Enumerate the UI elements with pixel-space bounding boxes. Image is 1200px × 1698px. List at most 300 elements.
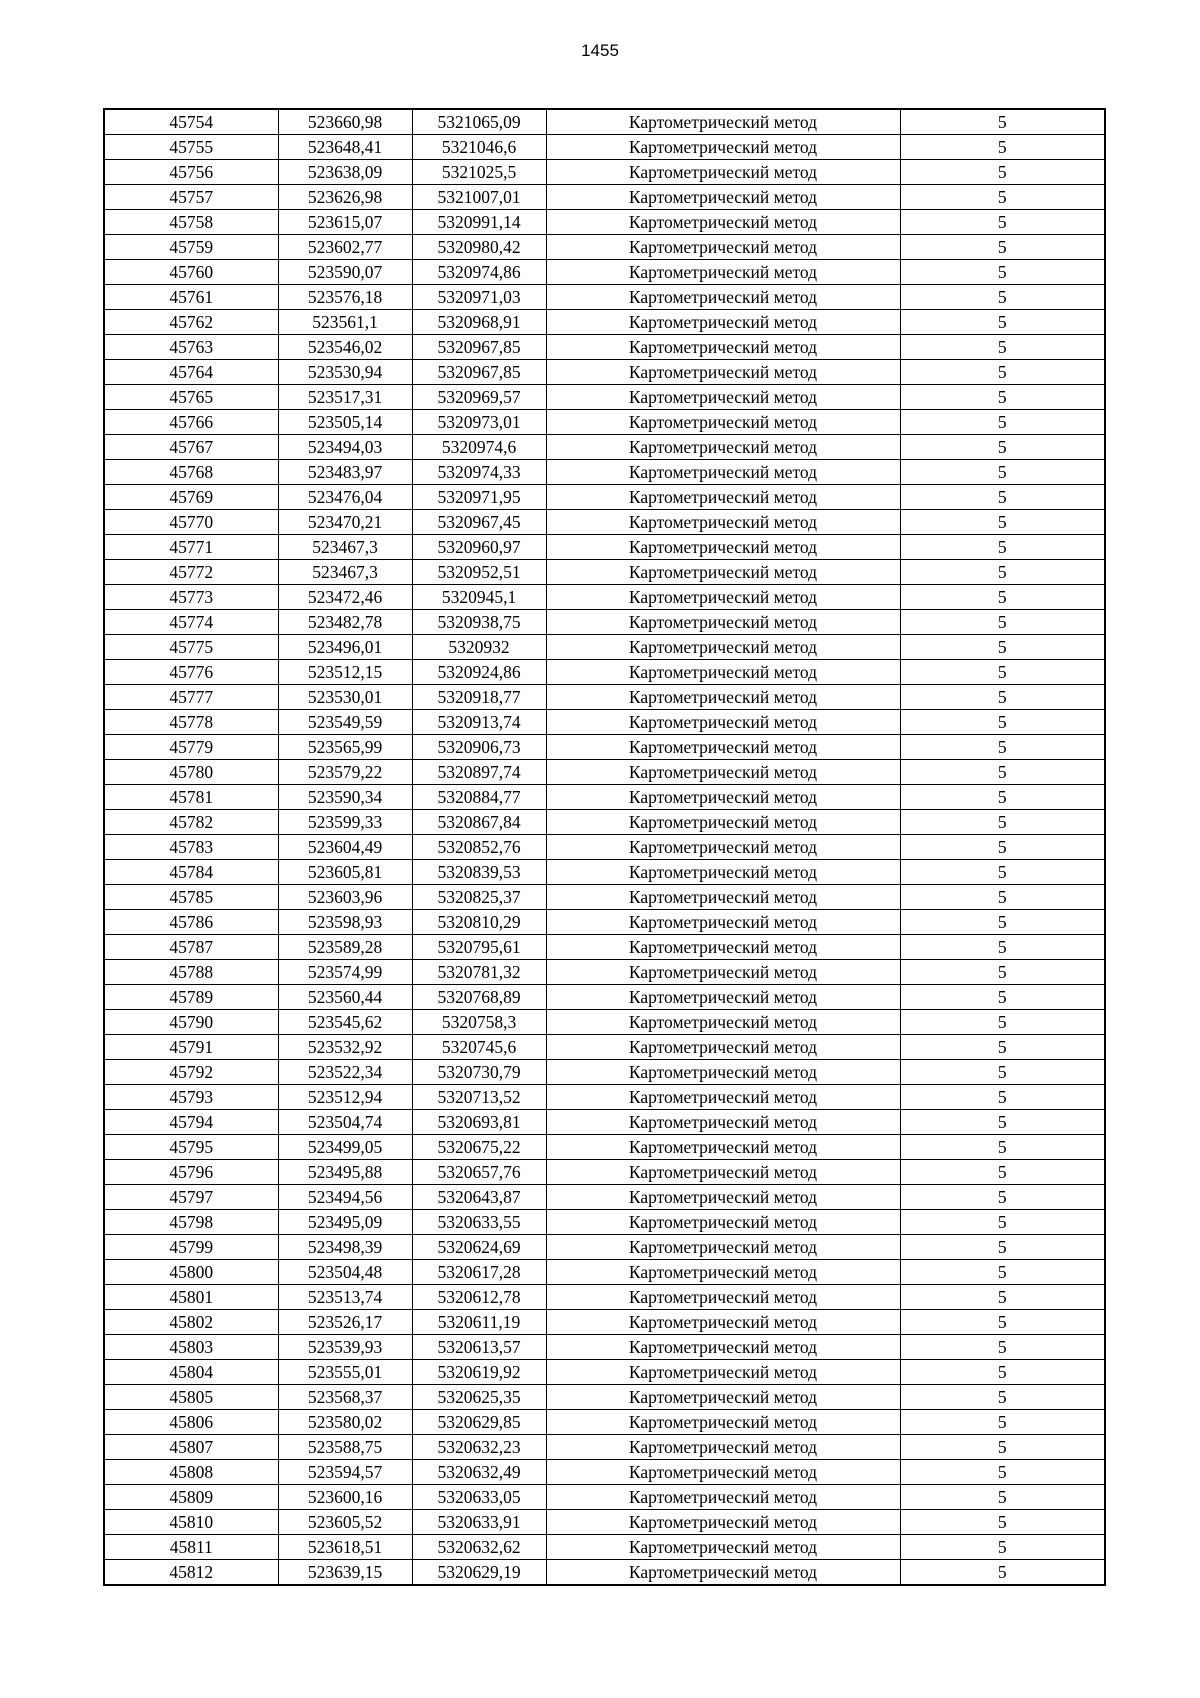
y-coordinate-cell: 5320852,76 xyxy=(412,835,546,860)
x-coordinate-cell: 523472,46 xyxy=(278,585,412,610)
table-row xyxy=(104,185,1105,210)
method-cell: Картометрический метод xyxy=(546,360,900,385)
y-coordinate-cell: 5320825,37 xyxy=(412,885,546,910)
accuracy-cell: 5 xyxy=(900,610,1105,635)
method-cell: Картометрический метод xyxy=(546,109,900,135)
x-coordinate-cell: 523499,05 xyxy=(278,1135,412,1160)
table-row xyxy=(104,560,1105,585)
table-row xyxy=(104,610,1105,635)
x-coordinate-cell: 523526,17 xyxy=(278,1310,412,1335)
x-coordinate-cell: 523565,99 xyxy=(278,735,412,760)
y-coordinate-cell: 5320913,74 xyxy=(412,710,546,735)
y-coordinate-cell: 5320768,89 xyxy=(412,985,546,1010)
y-coordinate-cell: 5320810,29 xyxy=(412,910,546,935)
method-cell: Картометрический метод xyxy=(546,1285,900,1310)
table-row xyxy=(104,1560,1105,1586)
method-cell: Картометрический метод xyxy=(546,1160,900,1185)
table-row xyxy=(104,1060,1105,1085)
table-row xyxy=(104,1085,1105,1110)
y-coordinate-cell: 5320632,49 xyxy=(412,1460,546,1485)
method-cell: Картометрический метод xyxy=(546,485,900,510)
point-number-cell: 45766 xyxy=(104,410,278,435)
method-cell: Картометрический метод xyxy=(546,760,900,785)
method-cell: Картометрический метод xyxy=(546,185,900,210)
y-coordinate-cell: 5320613,57 xyxy=(412,1335,546,1360)
table-row xyxy=(104,335,1105,360)
accuracy-cell: 5 xyxy=(900,560,1105,585)
accuracy-cell: 5 xyxy=(900,335,1105,360)
y-coordinate-cell: 5320625,35 xyxy=(412,1385,546,1410)
method-cell: Картометрический метод xyxy=(546,635,900,660)
table-row xyxy=(104,735,1105,760)
accuracy-cell: 5 xyxy=(900,1010,1105,1035)
x-coordinate-cell: 523467,3 xyxy=(278,535,412,560)
y-coordinate-cell: 5320906,73 xyxy=(412,735,546,760)
method-cell: Картометрический метод xyxy=(546,1510,900,1535)
method-cell: Картометрический метод xyxy=(546,1210,900,1235)
table-row xyxy=(104,685,1105,710)
accuracy-cell: 5 xyxy=(900,1510,1105,1535)
table-row xyxy=(104,835,1105,860)
y-coordinate-cell: 5321025,5 xyxy=(412,160,546,185)
y-coordinate-cell: 5320839,53 xyxy=(412,860,546,885)
method-cell: Картометрический метод xyxy=(546,1235,900,1260)
x-coordinate-cell: 523496,01 xyxy=(278,635,412,660)
accuracy-cell: 5 xyxy=(900,310,1105,335)
table-row xyxy=(104,1535,1105,1560)
method-cell: Картометрический метод xyxy=(546,1435,900,1460)
accuracy-cell: 5 xyxy=(900,285,1105,310)
accuracy-cell: 5 xyxy=(900,1135,1105,1160)
method-cell: Картометрический метод xyxy=(546,785,900,810)
y-coordinate-cell: 5320781,32 xyxy=(412,960,546,985)
point-number-cell: 45794 xyxy=(104,1110,278,1135)
method-cell: Картометрический метод xyxy=(546,410,900,435)
x-coordinate-cell: 523545,62 xyxy=(278,1010,412,1035)
table-row xyxy=(104,935,1105,960)
x-coordinate-cell: 523648,41 xyxy=(278,135,412,160)
accuracy-cell: 5 xyxy=(900,1410,1105,1435)
point-number-cell: 45778 xyxy=(104,710,278,735)
method-cell: Картометрический метод xyxy=(546,910,900,935)
point-number-cell: 45786 xyxy=(104,910,278,935)
table-row xyxy=(104,860,1105,885)
table-row xyxy=(104,210,1105,235)
method-cell: Картометрический метод xyxy=(546,960,900,985)
point-number-cell: 45803 xyxy=(104,1335,278,1360)
x-coordinate-cell: 523598,93 xyxy=(278,910,412,935)
point-number-cell: 45763 xyxy=(104,335,278,360)
method-cell: Картометрический метод xyxy=(546,385,900,410)
point-number-cell: 45807 xyxy=(104,1435,278,1460)
table-row xyxy=(104,1385,1105,1410)
x-coordinate-cell: 523482,78 xyxy=(278,610,412,635)
point-number-cell: 45788 xyxy=(104,960,278,985)
x-coordinate-cell: 523555,01 xyxy=(278,1360,412,1385)
table-row xyxy=(104,460,1105,485)
method-cell: Картометрический метод xyxy=(546,1035,900,1060)
point-number-cell: 45791 xyxy=(104,1035,278,1060)
accuracy-cell: 5 xyxy=(900,235,1105,260)
method-cell: Картометрический метод xyxy=(546,585,900,610)
table-row xyxy=(104,1460,1105,1485)
point-number-cell: 45757 xyxy=(104,185,278,210)
y-coordinate-cell: 5320973,01 xyxy=(412,410,546,435)
x-coordinate-cell: 523560,44 xyxy=(278,985,412,1010)
method-cell: Картометрический метод xyxy=(546,985,900,1010)
x-coordinate-cell: 523605,81 xyxy=(278,860,412,885)
point-number-cell: 45800 xyxy=(104,1260,278,1285)
method-cell: Картометрический метод xyxy=(546,1360,900,1385)
point-number-cell: 45760 xyxy=(104,260,278,285)
point-number-cell: 45765 xyxy=(104,385,278,410)
accuracy-cell: 5 xyxy=(900,185,1105,210)
accuracy-cell: 5 xyxy=(900,1385,1105,1410)
y-coordinate-cell: 5320974,86 xyxy=(412,260,546,285)
point-number-cell: 45812 xyxy=(104,1560,278,1586)
point-number-cell: 45769 xyxy=(104,485,278,510)
y-coordinate-cell: 5320968,91 xyxy=(412,310,546,335)
x-coordinate-cell: 523467,3 xyxy=(278,560,412,585)
table-row xyxy=(104,985,1105,1010)
y-coordinate-cell: 5320633,91 xyxy=(412,1510,546,1535)
x-coordinate-cell: 523594,57 xyxy=(278,1460,412,1485)
table-row xyxy=(104,285,1105,310)
method-cell: Картометрический метод xyxy=(546,935,900,960)
x-coordinate-cell: 523615,07 xyxy=(278,210,412,235)
method-cell: Картометрический метод xyxy=(546,610,900,635)
point-number-cell: 45784 xyxy=(104,860,278,885)
x-coordinate-cell: 523588,75 xyxy=(278,1435,412,1460)
y-coordinate-cell: 5320730,79 xyxy=(412,1060,546,1085)
y-coordinate-cell: 5320624,69 xyxy=(412,1235,546,1260)
x-coordinate-cell: 523626,98 xyxy=(278,185,412,210)
method-cell: Картометрический метод xyxy=(546,1310,900,1335)
table-row xyxy=(104,1435,1105,1460)
table-row xyxy=(104,410,1105,435)
x-coordinate-cell: 523590,34 xyxy=(278,785,412,810)
accuracy-cell: 5 xyxy=(900,385,1105,410)
table-row xyxy=(104,385,1105,410)
accuracy-cell: 5 xyxy=(900,1335,1105,1360)
x-coordinate-cell: 523604,49 xyxy=(278,835,412,860)
table-row xyxy=(104,1360,1105,1385)
table-row xyxy=(104,1010,1105,1035)
table-row xyxy=(104,1310,1105,1335)
accuracy-cell: 5 xyxy=(900,685,1105,710)
point-number-cell: 45761 xyxy=(104,285,278,310)
table-row xyxy=(104,1510,1105,1535)
accuracy-cell: 5 xyxy=(900,1310,1105,1335)
method-cell: Картометрический метод xyxy=(546,1135,900,1160)
y-coordinate-cell: 5320629,85 xyxy=(412,1410,546,1435)
table-row xyxy=(104,1260,1105,1285)
method-cell: Картометрический метод xyxy=(546,1560,900,1586)
accuracy-cell: 5 xyxy=(900,1460,1105,1485)
point-number-cell: 45792 xyxy=(104,1060,278,1085)
y-coordinate-cell: 5320971,03 xyxy=(412,285,546,310)
method-cell: Картометрический метод xyxy=(546,1335,900,1360)
accuracy-cell: 5 xyxy=(900,585,1105,610)
y-coordinate-cell: 5320643,87 xyxy=(412,1185,546,1210)
accuracy-cell: 5 xyxy=(900,835,1105,860)
accuracy-cell: 5 xyxy=(900,1485,1105,1510)
x-coordinate-cell: 523504,74 xyxy=(278,1110,412,1135)
point-number-cell: 45808 xyxy=(104,1460,278,1485)
table-row xyxy=(104,135,1105,160)
table-row xyxy=(104,635,1105,660)
page-number: 1455 xyxy=(581,41,619,60)
point-number-cell: 45795 xyxy=(104,1135,278,1160)
point-number-cell: 45801 xyxy=(104,1285,278,1310)
point-number-cell: 45767 xyxy=(104,435,278,460)
table-row xyxy=(104,1235,1105,1260)
method-cell: Картометрический метод xyxy=(546,1535,900,1560)
method-cell: Картометрический метод xyxy=(546,535,900,560)
y-coordinate-cell: 5320938,75 xyxy=(412,610,546,635)
accuracy-cell: 5 xyxy=(900,135,1105,160)
method-cell: Картометрический метод xyxy=(546,310,900,335)
y-coordinate-cell: 5320952,51 xyxy=(412,560,546,585)
point-number-cell: 45805 xyxy=(104,1385,278,1410)
accuracy-cell: 5 xyxy=(900,1435,1105,1460)
y-coordinate-cell: 5320991,14 xyxy=(412,210,546,235)
accuracy-cell: 5 xyxy=(900,535,1105,560)
accuracy-cell: 5 xyxy=(900,910,1105,935)
table-row xyxy=(104,1110,1105,1135)
point-number-cell: 45799 xyxy=(104,1235,278,1260)
table-row xyxy=(104,360,1105,385)
accuracy-cell: 5 xyxy=(900,1085,1105,1110)
y-coordinate-cell: 5320967,85 xyxy=(412,335,546,360)
y-coordinate-cell: 5320745,6 xyxy=(412,1035,546,1060)
x-coordinate-cell: 523494,56 xyxy=(278,1185,412,1210)
y-coordinate-cell: 5320884,77 xyxy=(412,785,546,810)
method-cell: Картометрический метод xyxy=(546,1260,900,1285)
y-coordinate-cell: 5320693,81 xyxy=(412,1110,546,1135)
method-cell: Картометрический метод xyxy=(546,1010,900,1035)
point-number-cell: 45783 xyxy=(104,835,278,860)
point-number-cell: 45772 xyxy=(104,560,278,585)
accuracy-cell: 5 xyxy=(900,1210,1105,1235)
method-cell: Картометрический метод xyxy=(546,885,900,910)
point-number-cell: 45781 xyxy=(104,785,278,810)
table-row xyxy=(104,1160,1105,1185)
accuracy-cell: 5 xyxy=(900,1160,1105,1185)
x-coordinate-cell: 523590,07 xyxy=(278,260,412,285)
x-coordinate-cell: 523589,28 xyxy=(278,935,412,960)
x-coordinate-cell: 523512,15 xyxy=(278,660,412,685)
method-cell: Картометрический метод xyxy=(546,1410,900,1435)
y-coordinate-cell: 5320713,52 xyxy=(412,1085,546,1110)
method-cell: Картометрический метод xyxy=(546,210,900,235)
method-cell: Картометрический метод xyxy=(546,1085,900,1110)
x-coordinate-cell: 523599,33 xyxy=(278,810,412,835)
method-cell: Картометрический метод xyxy=(546,685,900,710)
y-coordinate-cell: 5320971,95 xyxy=(412,485,546,510)
y-coordinate-cell: 5320960,97 xyxy=(412,535,546,560)
x-coordinate-cell: 523602,77 xyxy=(278,235,412,260)
y-coordinate-cell: 5321046,6 xyxy=(412,135,546,160)
point-number-cell: 45768 xyxy=(104,460,278,485)
accuracy-cell: 5 xyxy=(900,785,1105,810)
accuracy-cell: 5 xyxy=(900,1360,1105,1385)
point-number-cell: 45758 xyxy=(104,210,278,235)
point-number-cell: 45789 xyxy=(104,985,278,1010)
method-cell: Картометрический метод xyxy=(546,510,900,535)
x-coordinate-cell: 523532,92 xyxy=(278,1035,412,1060)
accuracy-cell: 5 xyxy=(900,360,1105,385)
y-coordinate-cell: 5320617,28 xyxy=(412,1260,546,1285)
accuracy-cell: 5 xyxy=(900,1035,1105,1060)
method-cell: Картометрический метод xyxy=(546,735,900,760)
x-coordinate-cell: 523603,96 xyxy=(278,885,412,910)
point-number-cell: 45755 xyxy=(104,135,278,160)
table-row xyxy=(104,1135,1105,1160)
method-cell: Картометрический метод xyxy=(546,860,900,885)
x-coordinate-cell: 523660,98 xyxy=(278,109,412,135)
table-row xyxy=(104,910,1105,935)
point-number-cell: 45754 xyxy=(104,109,278,135)
method-cell: Картометрический метод xyxy=(546,1185,900,1210)
y-coordinate-cell: 5320632,62 xyxy=(412,1535,546,1560)
accuracy-cell: 5 xyxy=(900,735,1105,760)
y-coordinate-cell: 5320619,92 xyxy=(412,1360,546,1385)
table-row xyxy=(104,585,1105,610)
accuracy-cell: 5 xyxy=(900,1235,1105,1260)
x-coordinate-cell: 523513,74 xyxy=(278,1285,412,1310)
method-cell: Картометрический метод xyxy=(546,460,900,485)
accuracy-cell: 5 xyxy=(900,1260,1105,1285)
x-coordinate-cell: 523483,97 xyxy=(278,460,412,485)
method-cell: Картометрический метод xyxy=(546,135,900,160)
y-coordinate-cell: 5320974,6 xyxy=(412,435,546,460)
point-number-cell: 45779 xyxy=(104,735,278,760)
table-row xyxy=(104,1410,1105,1435)
x-coordinate-cell: 523539,93 xyxy=(278,1335,412,1360)
y-coordinate-cell: 5320924,86 xyxy=(412,660,546,685)
y-coordinate-cell: 5320632,23 xyxy=(412,1435,546,1460)
y-coordinate-cell: 5320945,1 xyxy=(412,585,546,610)
coordinates-table-body xyxy=(104,109,1105,1585)
accuracy-cell: 5 xyxy=(900,635,1105,660)
accuracy-cell: 5 xyxy=(900,1110,1105,1135)
point-number-cell: 45775 xyxy=(104,635,278,660)
accuracy-cell: 5 xyxy=(900,260,1105,285)
x-coordinate-cell: 523638,09 xyxy=(278,160,412,185)
table-row xyxy=(104,235,1105,260)
accuracy-cell: 5 xyxy=(900,435,1105,460)
x-coordinate-cell: 523530,94 xyxy=(278,360,412,385)
point-number-cell: 45798 xyxy=(104,1210,278,1235)
method-cell: Картометрический метод xyxy=(546,235,900,260)
y-coordinate-cell: 5320795,61 xyxy=(412,935,546,960)
x-coordinate-cell: 523561,1 xyxy=(278,310,412,335)
point-number-cell: 45776 xyxy=(104,660,278,685)
accuracy-cell: 5 xyxy=(900,210,1105,235)
method-cell: Картометрический метод xyxy=(546,435,900,460)
point-number-cell: 45796 xyxy=(104,1160,278,1185)
point-number-cell: 45806 xyxy=(104,1410,278,1435)
y-coordinate-cell: 5321007,01 xyxy=(412,185,546,210)
table-row xyxy=(104,810,1105,835)
point-number-cell: 45773 xyxy=(104,585,278,610)
y-coordinate-cell: 5321065,09 xyxy=(412,109,546,135)
point-number-cell: 45780 xyxy=(104,760,278,785)
method-cell: Картометрический метод xyxy=(546,1460,900,1485)
method-cell: Картометрический метод xyxy=(546,260,900,285)
table-row xyxy=(104,535,1105,560)
table-row xyxy=(104,710,1105,735)
point-number-cell: 45774 xyxy=(104,610,278,635)
point-number-cell: 45802 xyxy=(104,1310,278,1335)
table-row xyxy=(104,1185,1105,1210)
method-cell: Картометрический метод xyxy=(546,710,900,735)
accuracy-cell: 5 xyxy=(900,885,1105,910)
point-number-cell: 45771 xyxy=(104,535,278,560)
table-row xyxy=(104,109,1105,135)
y-coordinate-cell: 5320612,78 xyxy=(412,1285,546,1310)
accuracy-cell: 5 xyxy=(900,109,1105,135)
method-cell: Картометрический метод xyxy=(546,810,900,835)
y-coordinate-cell: 5320758,3 xyxy=(412,1010,546,1035)
accuracy-cell: 5 xyxy=(900,485,1105,510)
y-coordinate-cell: 5320932 xyxy=(412,635,546,660)
point-number-cell: 45790 xyxy=(104,1010,278,1035)
accuracy-cell: 5 xyxy=(900,760,1105,785)
x-coordinate-cell: 523495,88 xyxy=(278,1160,412,1185)
point-number-cell: 45804 xyxy=(104,1360,278,1385)
table-row xyxy=(104,1035,1105,1060)
accuracy-cell: 5 xyxy=(900,1535,1105,1560)
accuracy-cell: 5 xyxy=(900,1060,1105,1085)
x-coordinate-cell: 523549,59 xyxy=(278,710,412,735)
accuracy-cell: 5 xyxy=(900,510,1105,535)
table-row xyxy=(104,885,1105,910)
x-coordinate-cell: 523476,04 xyxy=(278,485,412,510)
method-cell: Картометрический метод xyxy=(546,835,900,860)
point-number-cell: 45785 xyxy=(104,885,278,910)
point-number-cell: 45762 xyxy=(104,310,278,335)
method-cell: Картометрический метод xyxy=(546,335,900,360)
x-coordinate-cell: 523574,99 xyxy=(278,960,412,985)
x-coordinate-cell: 523498,39 xyxy=(278,1235,412,1260)
method-cell: Картометрический метод xyxy=(546,160,900,185)
table-row xyxy=(104,1210,1105,1235)
point-number-cell: 45770 xyxy=(104,510,278,535)
y-coordinate-cell: 5320633,05 xyxy=(412,1485,546,1510)
method-cell: Картометрический метод xyxy=(546,1385,900,1410)
x-coordinate-cell: 523605,52 xyxy=(278,1510,412,1535)
accuracy-cell: 5 xyxy=(900,985,1105,1010)
y-coordinate-cell: 5320969,57 xyxy=(412,385,546,410)
table-row xyxy=(104,760,1105,785)
point-number-cell: 45787 xyxy=(104,935,278,960)
x-coordinate-cell: 523517,31 xyxy=(278,385,412,410)
x-coordinate-cell: 523522,34 xyxy=(278,1060,412,1085)
point-number-cell: 45809 xyxy=(104,1485,278,1510)
x-coordinate-cell: 523504,48 xyxy=(278,1260,412,1285)
table-row xyxy=(104,1485,1105,1510)
point-number-cell: 45759 xyxy=(104,235,278,260)
y-coordinate-cell: 5320974,33 xyxy=(412,460,546,485)
x-coordinate-cell: 523576,18 xyxy=(278,285,412,310)
point-number-cell: 45764 xyxy=(104,360,278,385)
x-coordinate-cell: 523639,15 xyxy=(278,1560,412,1586)
y-coordinate-cell: 5320633,55 xyxy=(412,1210,546,1235)
x-coordinate-cell: 523546,02 xyxy=(278,335,412,360)
y-coordinate-cell: 5320918,77 xyxy=(412,685,546,710)
